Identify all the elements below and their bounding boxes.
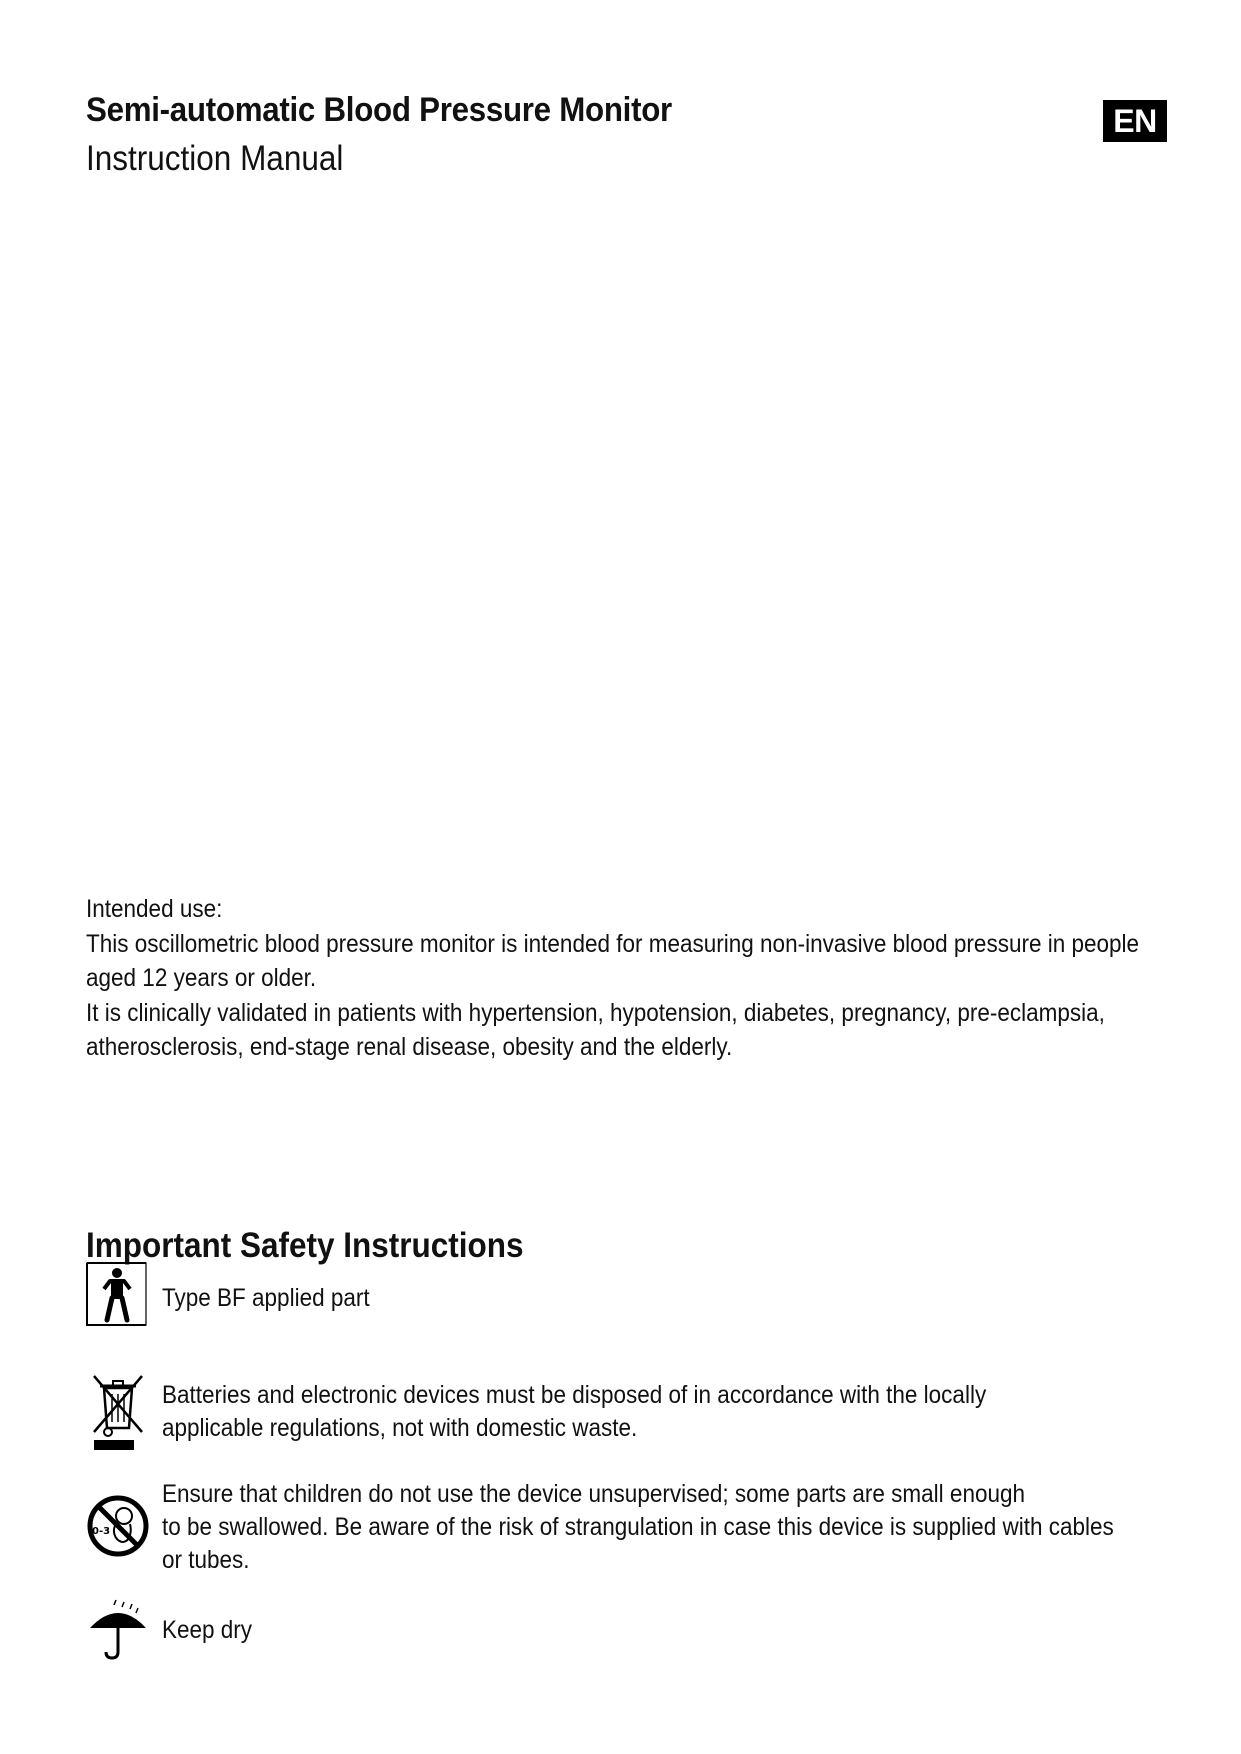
type-bf-applied-part-icon — [86, 1262, 150, 1326]
keep-dry-umbrella-icon — [86, 1598, 150, 1662]
safety-heading: Important Safety Instructions — [86, 1226, 524, 1265]
age-range-label: 0-3 — [92, 1526, 111, 1537]
intended-use-line: It is clinically validated in patients with hypertension, hypotension, diabetes, pregnancy, pre-eclampsia, — [86, 998, 1105, 1027]
intended-use-line: atherosclerosis, end-stage renal disease, obesity and the elderly. — [86, 1033, 733, 1061]
intended-use-line: This oscillometric blood pressure monitor is intended for measuring non-invasive blood pressure in people — [86, 929, 1140, 958]
safety-item-text: Keep dry — [162, 1616, 253, 1644]
language-badge: EN — [1103, 100, 1167, 142]
intended-use-section — [86, 892, 1166, 1065]
page-subtitle: Instruction Manual — [86, 139, 344, 178]
safety-item-text: Batteries and electronic devices must be disposed of in accordance with the locally applicable regulations, not with domestic waste. — [162, 1381, 987, 1442]
intended-use-label: Intended use: — [86, 895, 223, 923]
not-for-children-0-3-icon — [86, 1494, 150, 1558]
page-title: Semi-automatic Blood Pressure Monitor — [86, 91, 672, 129]
safety-item-text: Ensure that children do not use the device unsupervised; some parts are small enough to be swallowed. Be aware of the risk of strangulation in case this device is supplied with cables or tubes. — [162, 1480, 1114, 1574]
weee-crossed-bin-icon — [86, 1372, 150, 1452]
safety-item-text: Type BF applied part — [162, 1284, 370, 1312]
intended-use-line: aged 12 years or older. — [86, 964, 317, 992]
